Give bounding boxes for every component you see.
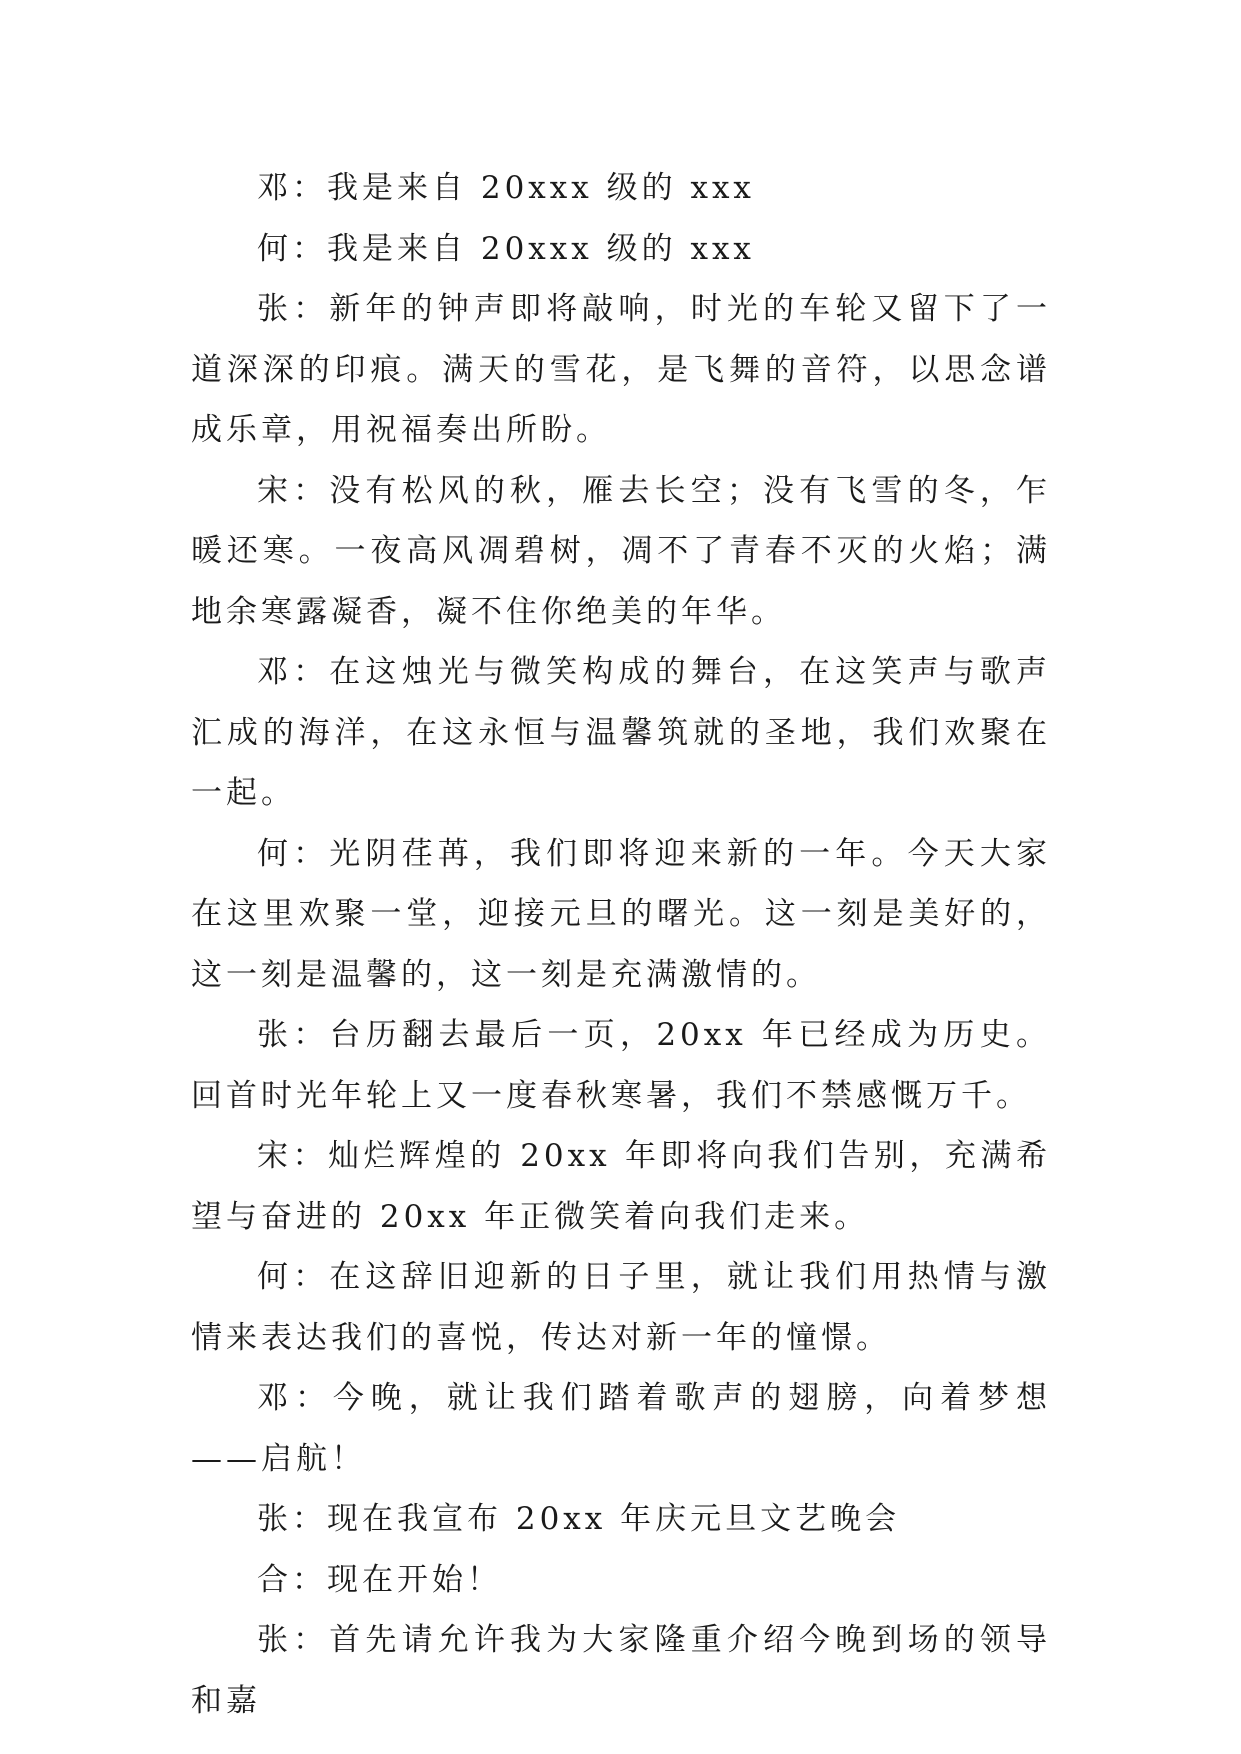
paragraph: 张：台历翻去最后一页，20xx 年已经成为历史。回首时光年轮上又一度春秋寒暑，我们不禁感慨万千。 xyxy=(191,1017,1051,1114)
paragraph: 张：新年的钟声即将敲响，时光的车轮又留下了一道深深的印痕。满天的雪花，是飞舞的音符，以思念谱成乐章，用祝福奏出所盼。 xyxy=(191,291,1051,448)
document-body xyxy=(191,158,1051,1731)
paragraph: 宋：灿烂辉煌的 20xx 年即将向我们告别，充满希望与奋进的 20xx 年正微笑着向我们走来。 xyxy=(191,1138,1051,1235)
paragraph: 张：现在我宣布 20xx 年庆元旦文艺晚会 xyxy=(257,1501,901,1537)
paragraph: 张：首先请允许我为大家隆重介绍今晚到场的领导和嘉 xyxy=(191,1622,1051,1719)
paragraph: 邓：在这烛光与微笑构成的舞台，在这笑声与歌声汇成的海洋，在这永恒与温馨筑就的圣地，我们欢聚在一起。 xyxy=(191,654,1051,811)
paragraph: 何：在这辞旧迎新的日子里，就让我们用热情与激情来表达我们的喜悦，传达对新一年的憧憬。 xyxy=(191,1259,1051,1356)
paragraph: 邓：我是来自 20xxx 级的 xxx xyxy=(257,170,755,206)
paragraph: 何：我是来自 20xxx 级的 xxx xyxy=(257,230,755,267)
paragraph: 何：光阴荏苒，我们即将迎来新的一年。今天大家在这里欢聚一堂，迎接元旦的曙光。这一刻是美好的，这一刻是温馨的，这一刻是充满激情的。 xyxy=(191,835,1051,993)
paragraph: 合：现在开始！ xyxy=(257,1561,502,1598)
paragraph: 邓：今晚，就让我们踏着歌声的翅膀，向着梦想——启航！ xyxy=(191,1380,1051,1477)
paragraph: 宋：没有松风的秋，雁去长空；没有飞雪的冬，乍暖还寒。一夜高风凋碧树，凋不了青春不灭的火焰；满地余寒露凝香，凝不住你绝美的年华。 xyxy=(191,472,1051,630)
